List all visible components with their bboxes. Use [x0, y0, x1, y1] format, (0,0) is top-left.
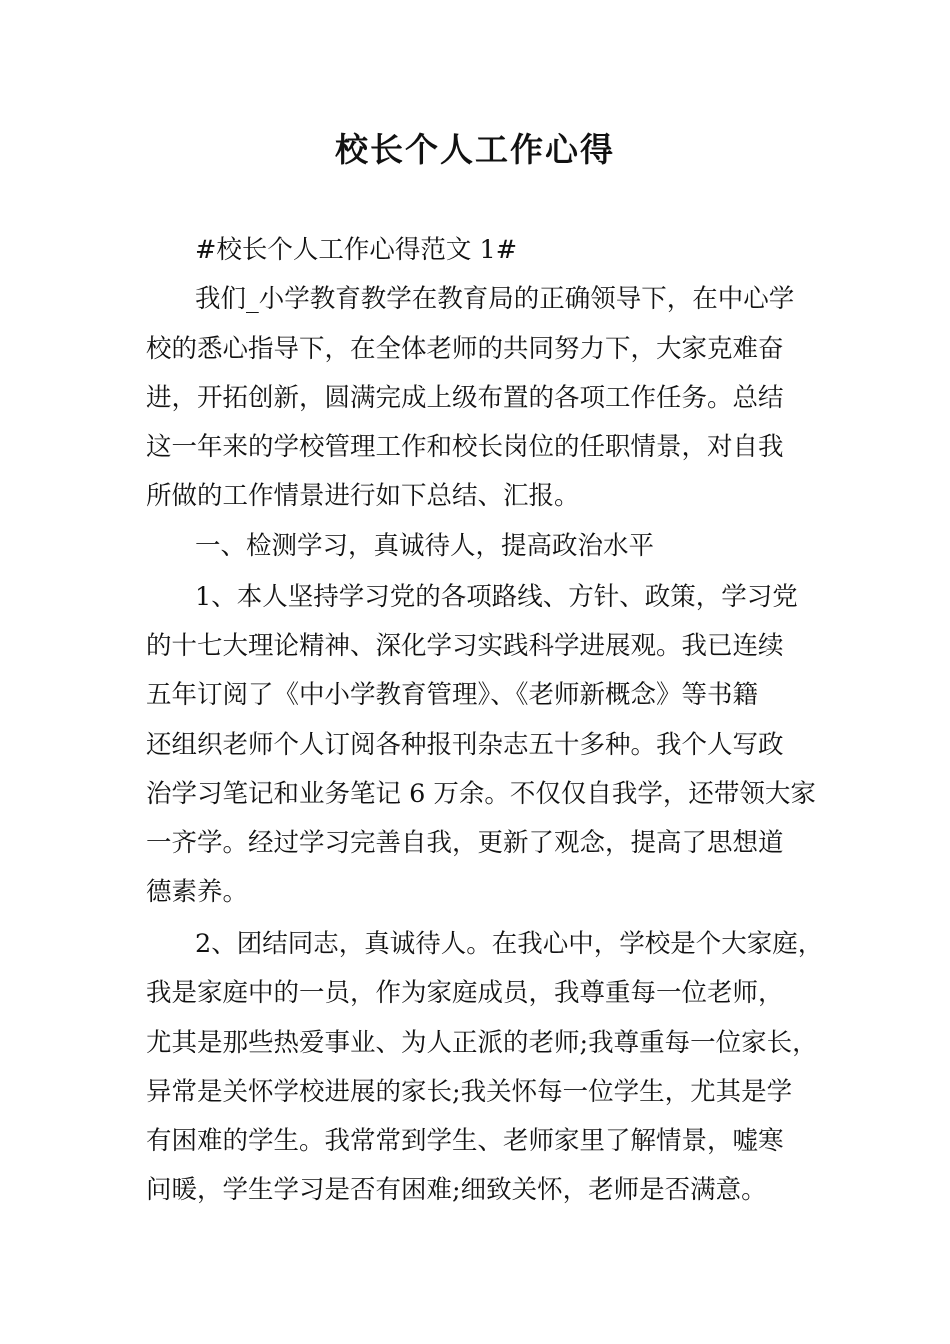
paragraph-line: 有困难的学生。我常常到学生、老师家里了解情景，嘘寒: [146, 1126, 784, 1156]
paragraph-line: 所做的工作情景进行如下总结、汇报。: [146, 481, 580, 511]
subsection-heading: 一、检测学习，真诚待人，提高政治水平: [195, 531, 655, 561]
paragraph-line: 这一年来的学校管理工作和校长岗位的任职情景，对自我: [146, 432, 784, 462]
paragraph-line: 问暖，学生学习是否有困难;细致关怀，老师是否满意。: [146, 1175, 767, 1205]
paragraph-line: 异常是关怀学校进展的家长;我关怀每一位学生，尤其是学: [146, 1077, 793, 1107]
paragraph-line: 我们_小学教育教学在教育局的正确领导下，在中心学: [195, 284, 795, 314]
section-heading: #校长个人工作心得范文 1#: [195, 235, 518, 265]
paragraph-line: 尤其是那些热爱事业、为人正派的老师;我尊重每一位家长，: [146, 1028, 818, 1058]
paragraph-line: 治学习笔记和业务笔记 6 万余。不仅仅自我学，还带领大家: [146, 779, 816, 809]
paragraph-line: 五年订阅了《中小学教育管理》、《老师新概念》等书籍: [146, 680, 759, 710]
paragraph-line: 的十七大理论精神、深化学习实践科学进展观。我已连续: [146, 631, 784, 661]
paragraph-line: 校的悉心指导下，在全体老师的共同努力下，大家克难奋: [146, 334, 784, 364]
paragraph-line: 一齐学。经过学习完善自我，更新了观念，提高了思想道: [146, 828, 784, 858]
paragraph-line: 进，开拓创新，圆满完成上级布置的各项工作任务。总结: [146, 383, 784, 413]
document-title: 校长个人工作心得: [335, 130, 615, 169]
paragraph-line: 1、本人坚持学习党的各项路线、方针、政策，学习党: [195, 582, 798, 612]
paragraph-line: 我是家庭中的一员，作为家庭成员，我尊重每一位老师，: [146, 978, 784, 1008]
paragraph-line: 德素养。: [146, 877, 249, 907]
paragraph-line: 2、团结同志，真诚待人。在我心中，学校是个大家庭，: [195, 929, 824, 959]
paragraph-line: 还组织老师个人订阅各种报刊杂志五十多种。我个人写政: [146, 730, 784, 760]
